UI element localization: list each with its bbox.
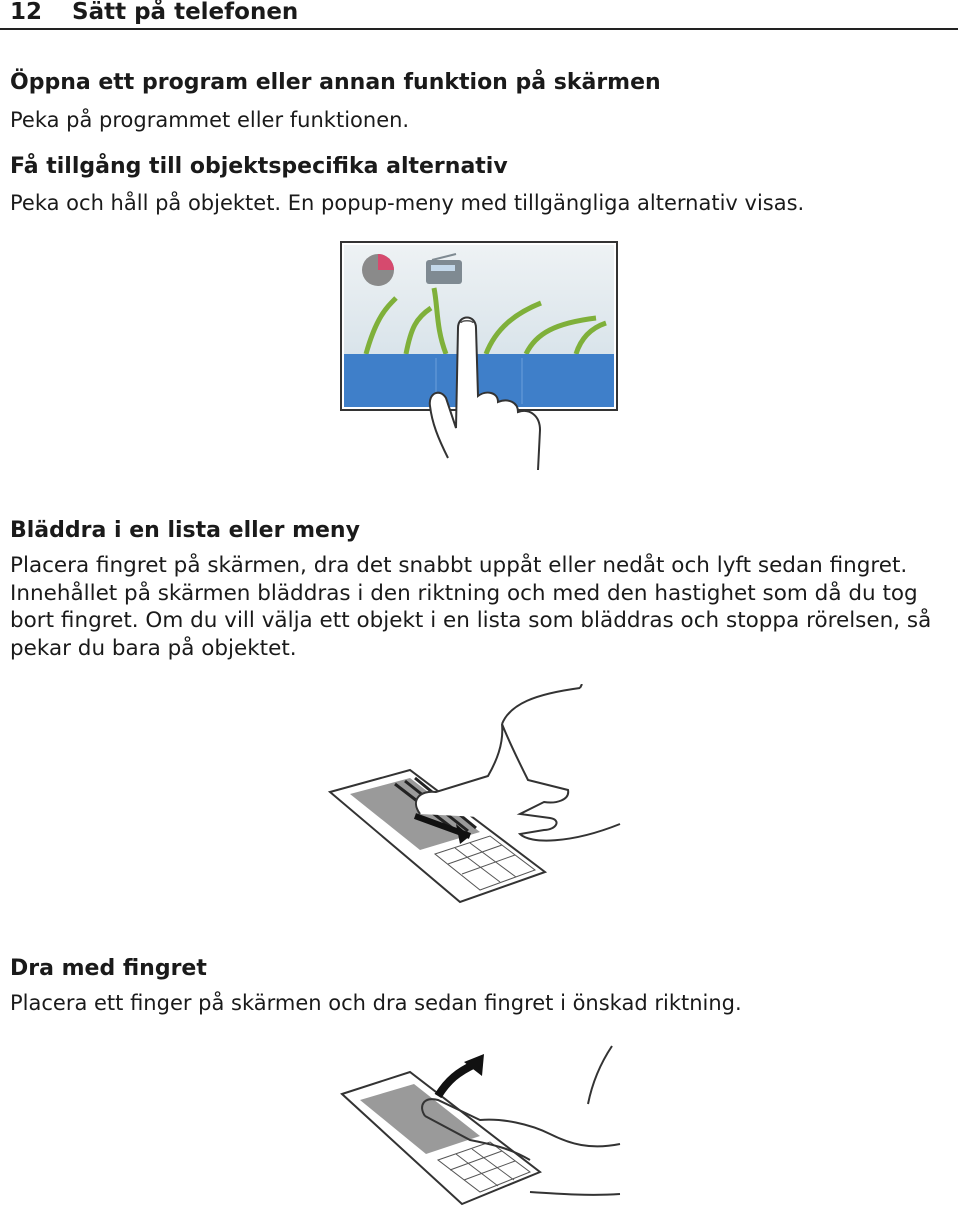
- heading-open-app: Öppna ett program eller annan funktion på skärmen: [10, 70, 661, 95]
- chapter-title: Sätt på telefonen: [72, 0, 299, 25]
- page-header: [0, 0, 958, 30]
- heading-drag: Dra med fingret: [10, 956, 207, 981]
- text-line: Placera fingret på skärmen, dra det snabbt uppåt eller nedåt och lyft sedan fingret.: [10, 553, 908, 578]
- text-line: bort fingret. Om du vill välja ett objekt i en lista som bläddras och stoppa rörelsen, så: [10, 608, 932, 633]
- heading-scroll-list: Bläddra i en lista eller meny: [10, 518, 360, 543]
- drag-gesture-illustration: [330, 1044, 630, 1214]
- text-line: Innehållet på skärmen bläddras i den riktning och med den hastighet som då du tog: [10, 580, 918, 606]
- pie-chart-icon: [362, 254, 394, 286]
- text-line: pekar du bara på objektet.: [10, 635, 297, 661]
- text-scroll-list: [10, 552, 955, 662]
- heading-item-options: Få tillgång till objektspecifika alternativ: [10, 154, 508, 179]
- page-number: 12: [10, 0, 43, 25]
- scroll-gesture-illustration: [320, 684, 640, 914]
- text-item-options: Peka och håll på objektet. En popup-meny med tillgängliga alternativ visas.: [10, 191, 805, 215]
- text-drag: Placera ett finger på skärmen och dra sedan fingret i önskad riktning.: [10, 991, 742, 1015]
- text-open-app: Peka på programmet eller funktionen.: [10, 108, 410, 132]
- tap-screen-illustration: [336, 238, 626, 478]
